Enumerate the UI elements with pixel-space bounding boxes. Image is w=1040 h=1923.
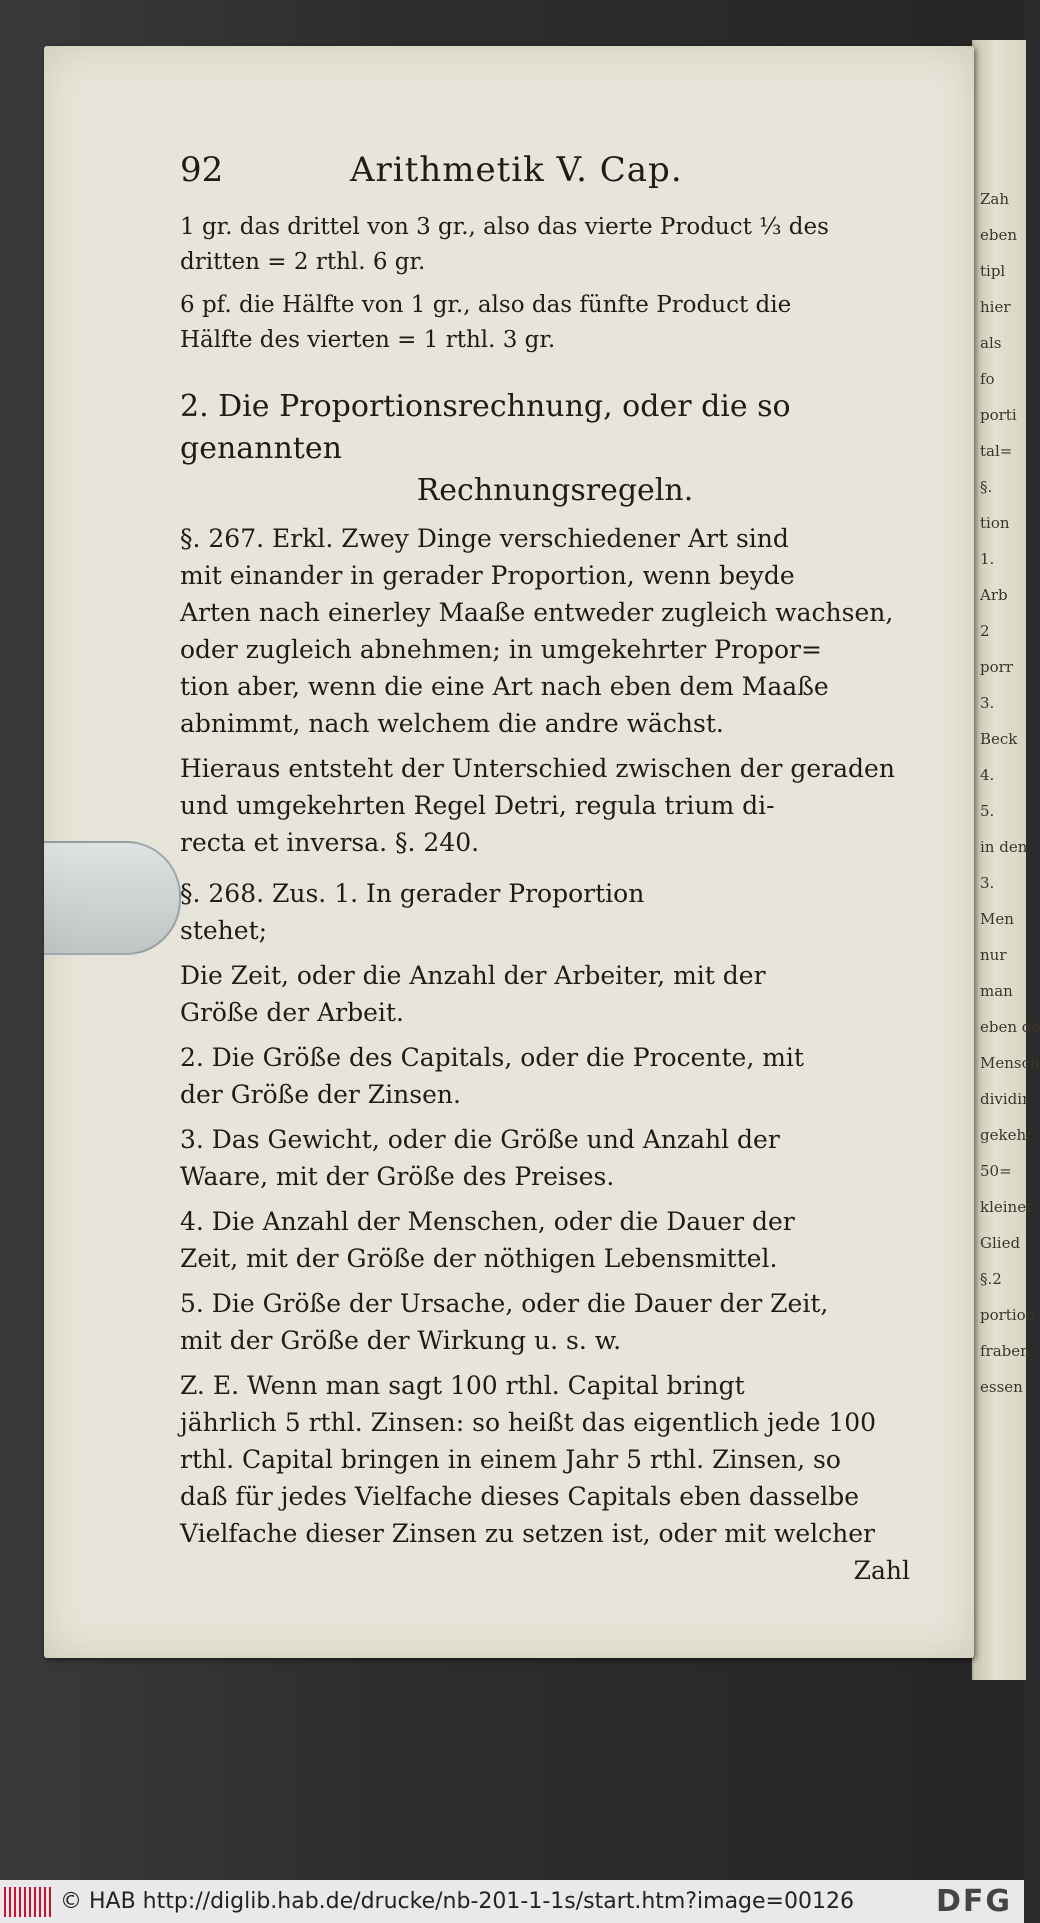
text-line: 5. Die Größe der Ursache, oder die Dauer der Zeit, [180, 1289, 829, 1318]
adjacent-page-fragment: tion [980, 514, 1010, 532]
adjacent-page-fragment: tal= [980, 442, 1013, 460]
text-line: mit der Größe der Wirkung u. s. w. [180, 1326, 622, 1355]
dfg-logo: DFG [935, 1884, 1012, 1919]
adjacent-page-fragment: hier [980, 298, 1011, 316]
page-text [180, 150, 910, 1589]
text-line: Zeit, mit der Größe der nöthigen Lebensmittel. [180, 1244, 778, 1273]
adjacent-page-fragment: kleiner [980, 1198, 1034, 1216]
text-line: jährlich 5 rthl. Zinsen: so heißt das eigentlich jede 100 [180, 1408, 877, 1437]
adjacent-page-fragment: Mensch [980, 1054, 1040, 1072]
text-line: 4. Die Anzahl der Menschen, oder die Dauer der [180, 1207, 795, 1236]
text-line: 2. Die Größe des Capitals, oder die Procente, mit [180, 1043, 804, 1072]
text-line: Z. E. Wenn man sagt 100 rthl. Capital bringt [180, 1371, 745, 1400]
page-clip [44, 841, 181, 955]
adjacent-page-fragment: porti [980, 406, 1017, 424]
section-heading-cont: Rechnungsregeln. [416, 473, 694, 508]
text-line: §. 267. Erkl. Zwey Dinge verschiedener Art sind [180, 524, 789, 553]
adjacent-page-fragment: Glied [980, 1234, 1021, 1252]
adjacent-page-fragment: 5. [980, 802, 995, 820]
adjacent-page-fragment: Men [980, 910, 1014, 928]
adjacent-page-fragment: tipl [980, 262, 1006, 280]
text-line: 1 gr. das drittel von 3 gr., also das vierte Product ⅓ des [180, 214, 829, 240]
adjacent-page-fragment: portion [980, 1306, 1036, 1324]
text-line: daß für jedes Vielfache dieses Capitals eben dasselbe [180, 1482, 860, 1511]
text-line: rthl. Capital bringen in einem Jahr 5 rthl. Zinsen, so [180, 1445, 841, 1474]
adjacent-page-fragment: §. [980, 478, 993, 496]
text-line: tion aber, wenn die eine Art nach eben dem Maaße [180, 672, 829, 701]
adjacent-page-fragment: 1. [980, 550, 995, 568]
text-line: Die Zeit, oder die Anzahl der Arbeiter, mit der [180, 961, 766, 990]
adjacent-page-fragment: 3. [980, 874, 995, 892]
text-line: der Größe der Zinsen. [180, 1080, 461, 1109]
text-line: abnimmt, nach welchem die andre wächst. [180, 709, 724, 738]
text-line: Hieraus entsteht der Unterschied zwischen der geraden [180, 754, 895, 783]
text-line: 3. Das Gewicht, oder die Größe und Anzahl der [180, 1125, 780, 1154]
text-line: Größe der Arbeit. [180, 998, 404, 1027]
catchword: Zahl [853, 1556, 910, 1585]
adjacent-page-fragment: 3. [980, 694, 995, 712]
adjacent-page-fragment: 50= [980, 1162, 1012, 1180]
adjacent-page-edge [972, 40, 1040, 1680]
adjacent-page-fragment: in den [980, 838, 1028, 856]
text-line: §. 268. Zus. 1. In gerader Proportion [180, 879, 645, 908]
adjacent-page-fragment: 2 [980, 622, 990, 640]
text-line: stehet; [180, 916, 268, 945]
text-line: dritten = 2 rthl. 6 gr. [180, 249, 426, 275]
text-line: 6 pf. die Hälfte von 1 gr., also das fünfte Product die [180, 292, 792, 318]
adjacent-page-fragment: essen [980, 1378, 1023, 1396]
page-header [180, 150, 910, 210]
page-number: 92 [180, 150, 224, 190]
adjacent-page-fragment: man [980, 982, 1013, 1000]
section-heading: 2. Die Proportionsrechnung, oder die so genannten [180, 389, 791, 466]
adjacent-page-fragment: eben [980, 226, 1018, 244]
adjacent-page-fragment: als [980, 334, 1002, 352]
footer-link[interactable]: © HAB http://diglib.hab.de/drucke/nb-201-1-1s/start.htm?image=00126 [60, 1889, 854, 1914]
running-title: Arithmetik V. Cap. [350, 150, 683, 190]
text-line: recta et inversa. §. 240. [180, 828, 480, 857]
adjacent-page-fragment: fraben [980, 1342, 1030, 1360]
adjacent-page-fragment: porr [980, 658, 1013, 676]
footer-bar [0, 1880, 1024, 1923]
text-line: mit einander in gerader Proportion, wenn beyde [180, 561, 795, 590]
adjacent-page-fragment: §.2 [980, 1270, 1002, 1288]
hab-barcode-icon [4, 1887, 52, 1917]
adjacent-page-fragment: Arb [980, 586, 1008, 604]
text-line: Arten nach einerley Maaße entweder zugleich wachsen, [180, 598, 894, 627]
text-line: oder zugleich abnehmen; in umgekehrter Propor= [180, 635, 822, 664]
adjacent-page-fragment: Beck [980, 730, 1018, 748]
text-line: Vielfache dieser Zinsen zu setzen ist, oder mit welcher [180, 1519, 876, 1548]
adjacent-page-fragment: fo [980, 370, 995, 388]
text-line: Hälfte des vierten = 1 rthl. 3 gr. [180, 327, 556, 353]
text-line: und umgekehrten Regel Detri, regula trium di- [180, 791, 775, 820]
adjacent-page-fragment: 4. [980, 766, 995, 784]
adjacent-page-fragment: eben de [980, 1018, 1040, 1036]
adjacent-page-fragment: gekehr [980, 1126, 1034, 1144]
text-line: Waare, mit der Größe des Preises. [180, 1162, 615, 1191]
adjacent-page-fragment: Zah [980, 190, 1010, 208]
adjacent-page-fragment: nur [980, 946, 1007, 964]
adjacent-page-fragment: dividir [980, 1090, 1030, 1108]
